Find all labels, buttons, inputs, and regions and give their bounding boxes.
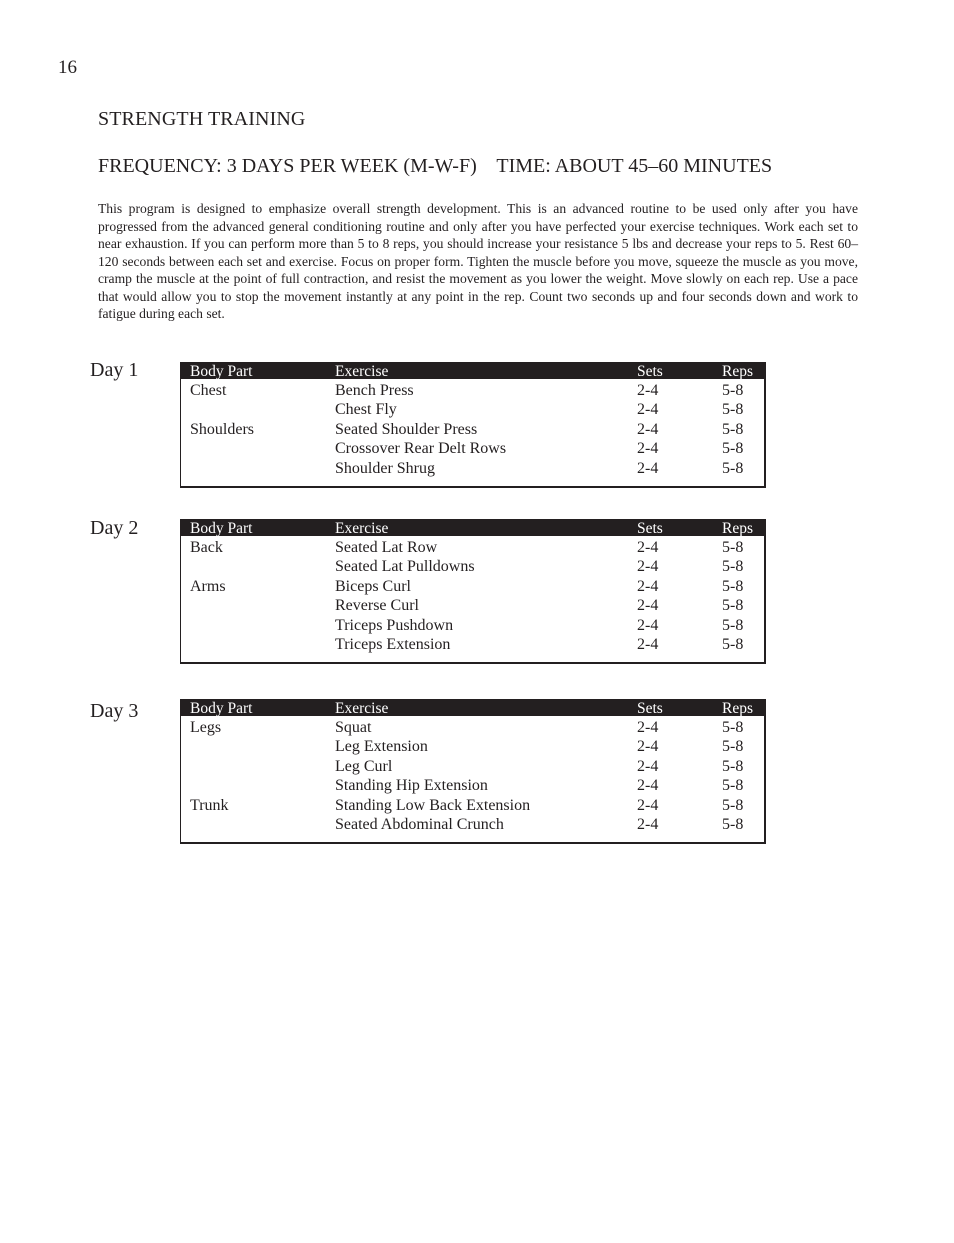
- cell-reps: 5-8: [722, 382, 744, 399]
- day-label: Day 2: [90, 517, 139, 539]
- cell-exercise: Seated Abdominal Crunch: [335, 815, 504, 833]
- cell-sets: 2-4: [637, 815, 659, 833]
- cell-exercise: Leg Extension: [335, 738, 428, 756]
- cell-reps: 5-8: [722, 597, 744, 615]
- cell-sets: 2-4: [637, 635, 659, 653]
- cell-exercise: Reverse Curl: [335, 597, 419, 615]
- cell-sets: 2-4: [637, 719, 659, 736]
- cell-reps: 5-8: [722, 459, 744, 477]
- cell-exercise: Shoulder Shrug: [335, 459, 435, 477]
- cell-reps: 5-8: [722, 539, 744, 556]
- table-header: [181, 699, 764, 716]
- cell-sets: 2-4: [637, 440, 659, 458]
- day-label: Day 1: [90, 359, 139, 381]
- cell-exercise: Seated Lat Pulldowns: [335, 558, 475, 576]
- header-sets: Sets: [637, 363, 663, 380]
- header-body-part: Body Part: [190, 363, 253, 380]
- intro-paragraph: This program is designed to emphasize overall strength development. This is an advanced routine to be used only after you have progressed from the advanced general conditioning routine and only after you have perfected your exercise techniques. Work each set to near exhaustion. If you can perform more than 5 to 8 reps, you should increase your resistance 5 lbs and decrease your reps to 5. Rest 60–120 seconds between each set and exercise. Focus on proper form. Tighten the muscle before you move, squeeze the muscle as you move, cramp the muscle at the point of full contraction, and resist the movement as you lower the weight. Move slowly on each rep. Use a pace that would allow you to stop the movement instantly at any point in the rep. Count two seconds up and four seconds down and work to fatigue during each set.: [98, 201, 858, 321]
- cell-exercise: Leg Curl: [335, 757, 393, 775]
- table-row: [181, 635, 764, 654]
- cell-exercise: Triceps Extension: [335, 635, 451, 653]
- workout-table: [180, 699, 766, 844]
- cell-sets: 2-4: [637, 777, 659, 795]
- table-row: [181, 538, 764, 557]
- cell-exercise: Squat: [335, 719, 372, 736]
- table-body: [181, 536, 764, 662]
- cell-exercise: Standing Low Back Extension: [335, 796, 531, 814]
- header-body-part: Body Part: [190, 520, 253, 537]
- cell-reps: 5-8: [722, 577, 744, 595]
- cell-exercise: Seated Lat Row: [335, 539, 438, 556]
- cell-exercise: Standing Hip Extension: [335, 777, 488, 795]
- table-header: [181, 362, 764, 379]
- header-sets: Sets: [637, 520, 663, 537]
- table-row: [181, 577, 764, 596]
- cell-exercise: Triceps Pushdown: [335, 616, 454, 634]
- cell-exercise: Biceps Curl: [335, 577, 411, 595]
- cell-sets: 2-4: [637, 757, 659, 775]
- cell-sets: 2-4: [637, 738, 659, 756]
- cell-reps: 5-8: [722, 738, 744, 756]
- table-row: [181, 737, 764, 756]
- cell-exercise: Crossover Rear Delt Rows: [335, 440, 507, 458]
- table-header: [181, 519, 764, 536]
- cell-exercise: Bench Press: [335, 382, 414, 399]
- cell-body-part: Trunk: [190, 796, 229, 814]
- header-sets: Sets: [637, 700, 663, 717]
- header-exercise: Exercise: [335, 520, 389, 537]
- cell-reps: 5-8: [722, 796, 744, 814]
- table-row: [181, 459, 764, 478]
- cell-exercise: Chest Fly: [335, 401, 397, 419]
- workout-table: [180, 362, 766, 488]
- header-reps: Reps: [722, 520, 753, 537]
- table-row: [181, 718, 764, 737]
- table-row: [181, 596, 764, 615]
- cell-sets: 2-4: [637, 796, 659, 814]
- table-row: [181, 776, 764, 795]
- cell-sets: 2-4: [637, 420, 659, 438]
- cell-sets: 2-4: [637, 459, 659, 477]
- table-row: [181, 815, 764, 834]
- page-subtitle: FREQUENCY: 3 DAYS PER WEEK (M-W-F) TIME: ABOUT 45–60 MINUTES: [98, 155, 773, 177]
- cell-reps: 5-8: [722, 719, 744, 736]
- cell-body-part: Shoulders: [190, 420, 254, 438]
- cell-sets: 2-4: [637, 382, 659, 399]
- page-number: 16: [58, 57, 77, 78]
- header-exercise: Exercise: [335, 700, 389, 717]
- header-reps: Reps: [722, 363, 753, 380]
- day-label: Day 3: [90, 700, 139, 722]
- table-body: [181, 379, 764, 486]
- cell-reps: 5-8: [722, 440, 744, 458]
- cell-sets: 2-4: [637, 577, 659, 595]
- cell-sets: 2-4: [637, 597, 659, 615]
- cell-reps: 5-8: [722, 757, 744, 775]
- cell-body-part: Arms: [190, 577, 226, 595]
- cell-sets: 2-4: [637, 539, 659, 556]
- table-row: [181, 439, 764, 458]
- cell-body-part: Legs: [190, 719, 222, 736]
- page-title: STRENGTH TRAINING: [98, 108, 306, 130]
- workout-table: [180, 519, 766, 664]
- table-row: [181, 381, 764, 400]
- cell-sets: 2-4: [637, 401, 659, 419]
- header-reps: Reps: [722, 700, 753, 717]
- cell-reps: 5-8: [722, 420, 744, 438]
- table-row: [181, 757, 764, 776]
- cell-reps: 5-8: [722, 401, 744, 419]
- cell-sets: 2-4: [637, 558, 659, 576]
- cell-reps: 5-8: [722, 777, 744, 795]
- cell-reps: 5-8: [722, 635, 744, 653]
- table-row: [181, 616, 764, 635]
- table-body: [181, 716, 764, 842]
- header-body-part: Body Part: [190, 700, 253, 717]
- header-exercise: Exercise: [335, 363, 389, 380]
- table-row: [181, 420, 764, 439]
- cell-reps: 5-8: [722, 815, 744, 833]
- table-row: [181, 796, 764, 815]
- cell-body-part: Chest: [190, 382, 227, 399]
- cell-body-part: Back: [190, 539, 223, 556]
- cell-reps: 5-8: [722, 558, 744, 576]
- cell-exercise: Seated Shoulder Press: [335, 420, 478, 438]
- table-row: [181, 557, 764, 576]
- cell-reps: 5-8: [722, 616, 744, 634]
- table-row: [181, 400, 764, 419]
- cell-sets: 2-4: [637, 616, 659, 634]
